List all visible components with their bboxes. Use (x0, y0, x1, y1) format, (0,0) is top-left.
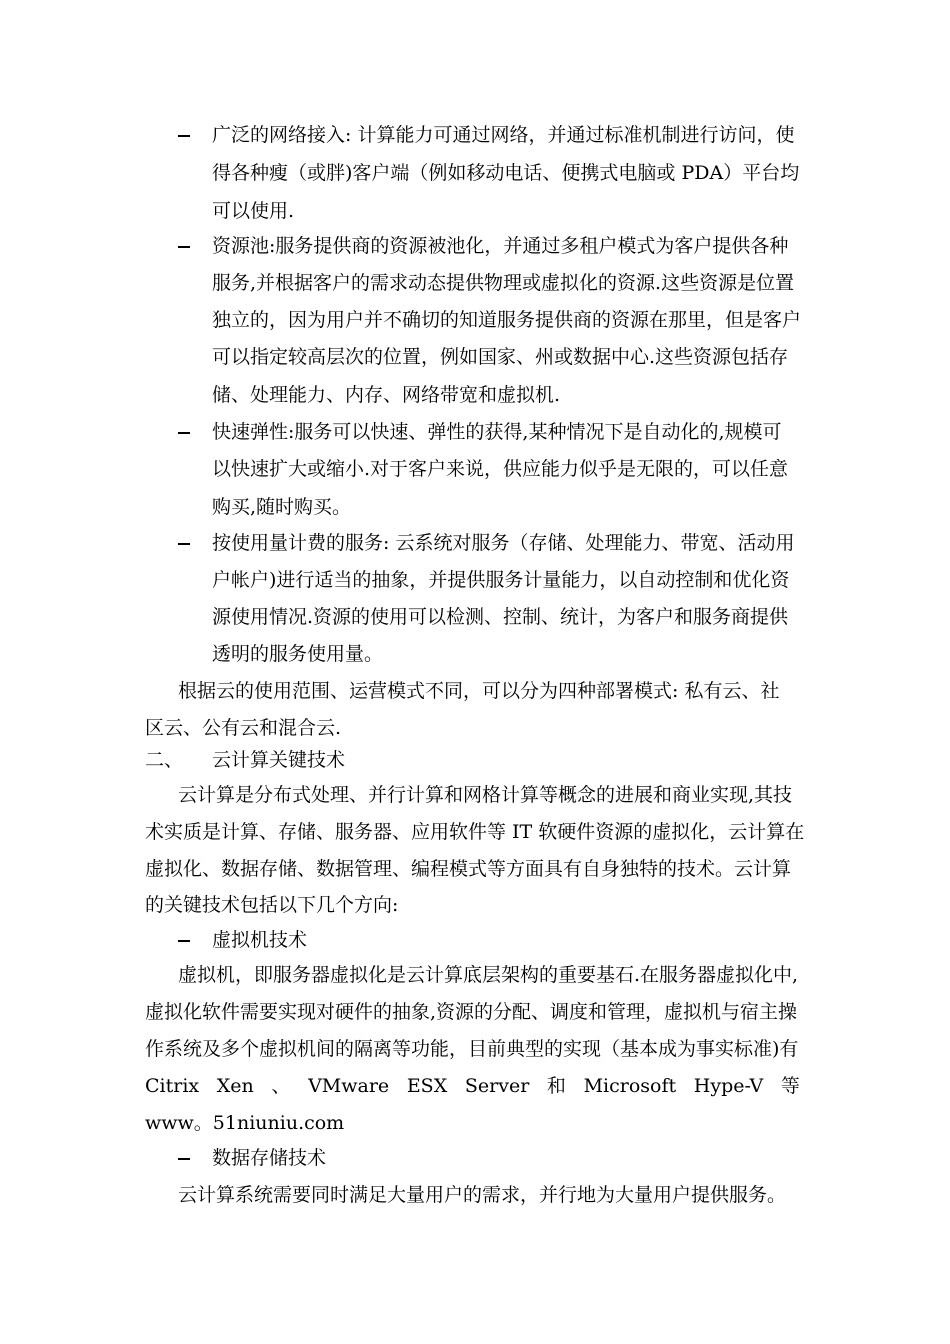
bullet-2-line-2: 服务,并根据客户的需求动态提供物理或虚拟化的资源.这些资源是位置 (212, 272, 795, 294)
product-word: Hype-V (693, 1075, 764, 1097)
bullet-dash (178, 1143, 192, 1173)
bullet-4-line-1: 按使用量计费的服务: 云系统对服务（存储、处理能力、带宽、活动用 (212, 532, 795, 554)
subsection-2-title: 数据存储技术 (212, 1147, 327, 1169)
product-word: 、 (271, 1075, 291, 1097)
bullet-3-line-2: 以快速扩大或缩小.对于客户来说，供应能力似乎是无限的，可以任意 (212, 458, 789, 480)
subsection-1-title: 虚拟机技术 (212, 929, 308, 951)
deploy-para-line-2: 区云、公有云和混合云. (145, 717, 342, 739)
intro-para-line-3: 虚拟化、数据存储、数据管理、编程模式等方面具有自身独特的技术。云计算 (145, 858, 792, 880)
bullet-3-line-3: 购买,随时购买。 (212, 496, 352, 518)
section-title: 云计算关键技术 (212, 749, 346, 771)
intro-para-line-2: 术实质是计算、存储、服务器、应用软件等 IT 软硬件资源的虚拟化，云计算在 (145, 821, 805, 843)
bullet-dash (178, 120, 192, 150)
bullet-4-line-2: 户帐户)进行适当的抽象，并提供服务计量能力，以自动控制和优化资 (212, 569, 790, 591)
bullet-4-line-3: 源使用情况.资源的使用可以检测、控制、统计，为客户和服务商提供 (212, 606, 789, 628)
vm-para-line-1: 虚拟机，即服务器虚拟化是云计算底层架构的重要基石.在服务器虚拟化中, (178, 964, 799, 986)
vm-products-line (145, 1071, 800, 1101)
product-word: 和 (546, 1075, 566, 1097)
deploy-para-line-1: 根据云的使用范围、运营模式不同，可以分为四种部署模式: 私有云、社 (178, 680, 780, 702)
storage-para-line-1: 云计算系统需要同时满足大量用户的需求，并行地为大量用户提供服务。 (178, 1184, 787, 1206)
product-word: ESX (406, 1075, 448, 1097)
bullet-1-line-1: 广泛的网络接入: 计算能力可通过网络，并通过标准机制进行访问，使 (212, 124, 795, 146)
bullet-dash (178, 925, 192, 955)
bullet-4-line-4: 透明的服务使用量。 (212, 643, 384, 665)
bullet-3-line-1: 快速弹性:服务可以快速、弹性的获得,某种情况下是自动化的,规模可 (212, 421, 782, 443)
bullet-2-line-1: 资源池:服务提供商的资源被池化，并通过多租户模式为客户提供各种 (212, 235, 789, 257)
bullet-2-line-3: 独立的，因为用户并不确切的知道服务提供商的资源在那里，但是客户 (212, 309, 802, 331)
bullet-dash (178, 528, 192, 558)
website-text: www。51niuniu.com (145, 1112, 345, 1134)
bullet-1-line-3: 可以使用. (212, 200, 295, 222)
product-word: Citrix (145, 1075, 200, 1097)
bullet-dash (178, 231, 192, 261)
product-word: 等 (780, 1075, 800, 1097)
product-word: Xen (216, 1075, 254, 1097)
vm-para-line-2: 虚拟化软件需要实现对硬件的抽象,资源的分配、调度和管理，虚拟机与宿主操 (145, 1001, 798, 1023)
bullet-1-line-2: 得各种瘦（或胖)客户端（例如移动电话、便携式电脑或 PDA）平台均 (212, 162, 800, 184)
section-number: 二、 (145, 749, 184, 771)
product-word: Server (464, 1075, 530, 1097)
vm-para-line-3: 作系统及多个虚拟机间的隔离等功能，目前典型的实现（基本成为事实标准)有 (145, 1038, 799, 1060)
product-word: VMware (308, 1075, 390, 1097)
intro-para-line-4: 的关键技术包括以下几个方向: (145, 894, 399, 916)
bullet-2-line-4: 可以指定较高层次的位置，例如国家、州或数据中心.这些资源包括存 (212, 346, 789, 368)
bullet-2-line-5: 储、处理能力、内存、网络带宽和虚拟机. (212, 384, 561, 406)
product-word: Microsoft (583, 1075, 677, 1097)
intro-para-line-1: 云计算是分布式处理、并行计算和网格计算等概念的进展和商业实现,其技 (178, 784, 793, 806)
bullet-dash (178, 417, 192, 447)
